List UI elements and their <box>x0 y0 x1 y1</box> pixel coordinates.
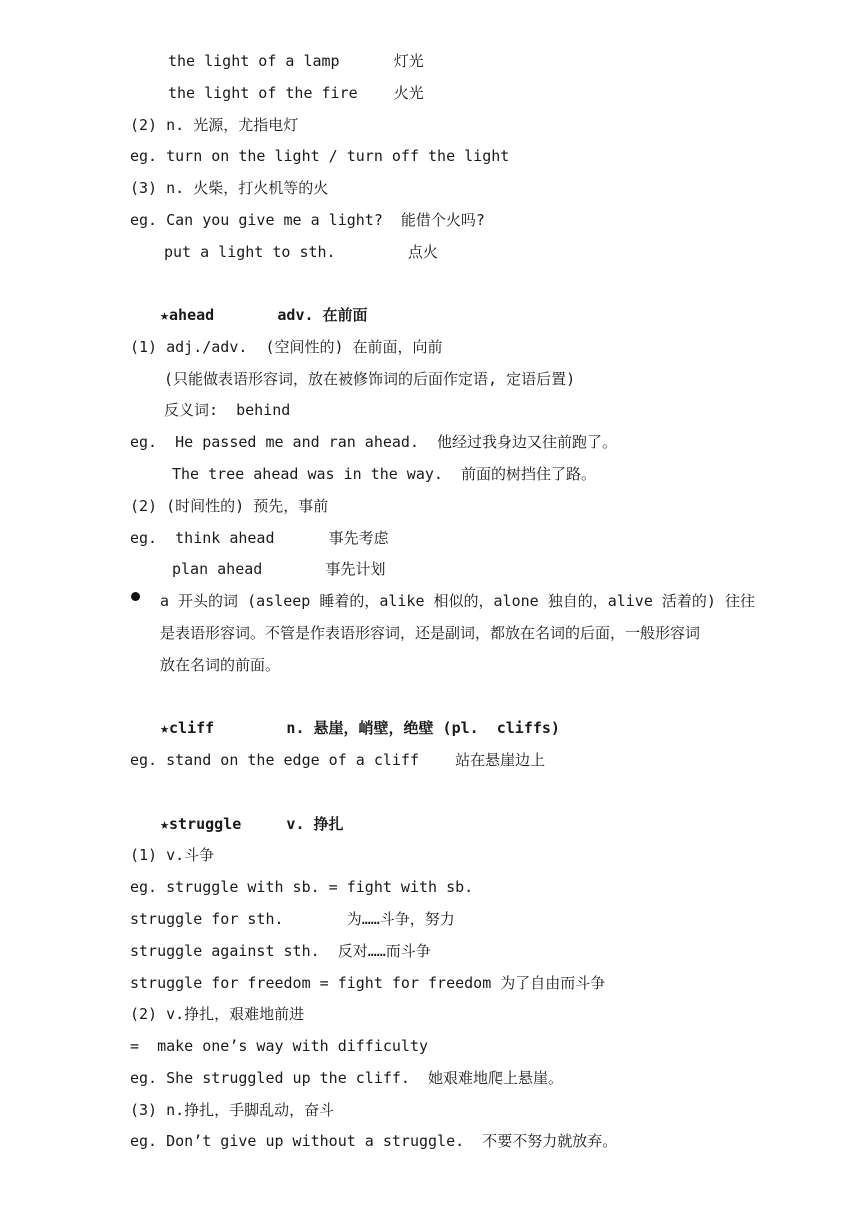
antonym-line: 反义词: behind <box>164 401 291 419</box>
entry-heading-ahead: ★ahead adv. 在前面 <box>160 306 368 324</box>
bullet-text-line: 放在名词的前面。 <box>160 656 281 674</box>
example-line: put a light to sth. 点火 <box>164 243 438 261</box>
entry-heading-cliff: ★cliff n. 悬崖，峭壁，绝壁 (pl. cliffs) <box>160 719 560 737</box>
example-line: struggle against sth. 反对……而斗争 <box>130 942 431 960</box>
example-line: the light of the fire 火光 <box>168 84 424 102</box>
example-line: struggle for freedom = fight for freedom 为了自由而斗争 <box>130 974 606 992</box>
example-line: eg. think ahead 事先考虑 <box>130 529 389 547</box>
example-line: eg. She struggled up the cliff. 她艰难地爬上悬崖。 <box>130 1069 564 1087</box>
definition-line: (1) adj./adv. (空间性的) 在前面，向前 <box>130 338 443 356</box>
example-line: plan ahead 事先计划 <box>172 560 386 578</box>
example-line: struggle for sth. 为……斗争，努力 <box>130 910 455 928</box>
definition-line: (2) (时间性的) 预先，事前 <box>130 497 329 515</box>
example-line: eg. turn on the light / turn off the light <box>130 147 510 165</box>
bullet-icon <box>131 592 140 601</box>
entry-heading-struggle: ★struggle v. 挣扎 <box>160 815 344 833</box>
bullet-text-line: 是表语形容词。不管是作表语形容词，还是副词，都放在名词的后面，一般形容词 <box>160 624 701 642</box>
example-line: eg. struggle with sb. = fight with sb. <box>130 878 474 896</box>
example-line: the light of a lamp 灯光 <box>168 52 424 70</box>
synonym-line: = make one’s way with difficulty <box>130 1037 429 1055</box>
example-line: eg. Can you give me a light? 能借个火吗? <box>130 211 485 229</box>
definition-line: (1) v.斗争 <box>130 846 215 864</box>
example-line: eg. Don’t give up without a struggle. 不要不努力就放弃。 <box>130 1132 618 1150</box>
definition-line: (3) n.挣扎，手脚乱动，奋斗 <box>130 1101 335 1119</box>
example-line: eg. He passed me and ran ahead. 他经过我身边又往前跑了。 <box>130 433 618 451</box>
example-line: The tree ahead was in the way. 前面的树挡住了路。 <box>172 465 596 483</box>
definition-line: (2) v.挣扎，艰难地前进 <box>130 1005 305 1023</box>
note-line: (只能做表语形容词，放在被修饰词的后面作定语, 定语后置) <box>164 370 576 388</box>
bullet-text-line: a 开头的词 (asleep 睡着的，alike 相似的，alone 独自的，alive 活着的) 往往 <box>160 592 755 610</box>
definition-line: (3) n. 火柴，打火机等的火 <box>130 179 329 197</box>
example-line: eg. stand on the edge of a cliff 站在悬崖边上 <box>130 751 546 769</box>
definition-line: (2) n. 光源，尤指电灯 <box>130 116 299 134</box>
